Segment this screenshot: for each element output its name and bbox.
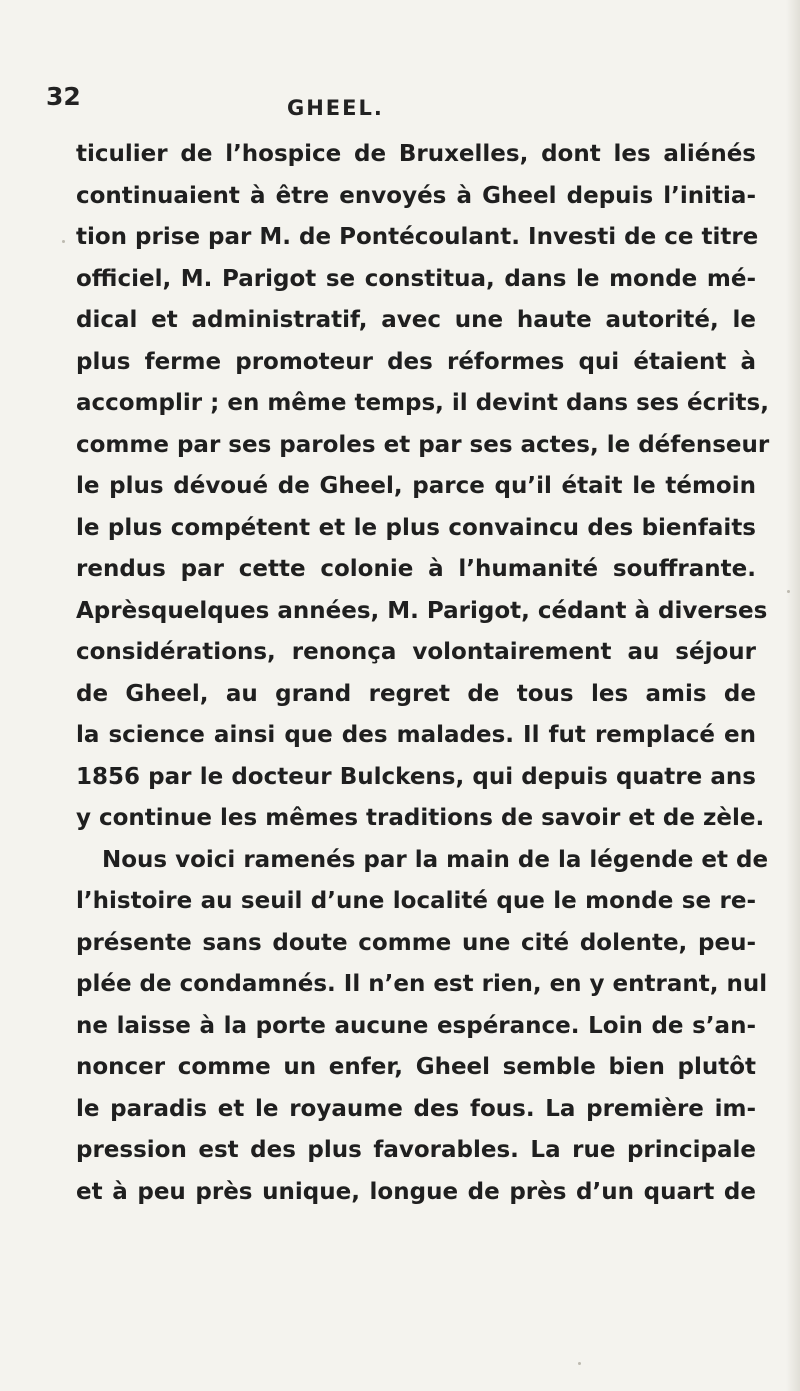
text-line: Aprèsquelques années, M. Parigot, cédant à diverses bbox=[76, 597, 768, 624]
text-line: noncer comme un enfer, Gheel semble bien plutôt bbox=[76, 1054, 756, 1080]
text-line: l’histoire au seuil d’une localité que le monde se re- bbox=[76, 888, 756, 914]
text-line: Nous voici ramenés par la main de la légende et de bbox=[102, 846, 769, 873]
text-line: présente sans doute comme une cité dolente, peu- bbox=[76, 929, 756, 956]
paper-speck bbox=[578, 1362, 581, 1365]
text-line: accomplir ; en même temps, il devint dans ses écrits, bbox=[76, 390, 769, 416]
body-text bbox=[76, 134, 770, 1213]
text-line: continuaient à être envoyés à Gheel depuis l’initia- bbox=[76, 182, 756, 209]
text-line: pression est des plus favorables. La rue principale bbox=[76, 1137, 756, 1163]
text-line: considérations, renonça volontairement au séjour bbox=[76, 639, 756, 665]
page-edge-shadow bbox=[786, 0, 800, 1391]
text-line: de Gheel, au grand regret de tous les amis de bbox=[76, 680, 756, 707]
text-line: le plus compétent et le plus convaincu des bienfaits bbox=[76, 514, 756, 541]
text-line: dical et administratif, avec une haute autorité, le bbox=[76, 307, 756, 333]
text-line: plée de condamnés. Il n’en est rien, en y entrant, nul bbox=[76, 971, 768, 997]
text-line: ticulier de l’hospice de Bruxelles, dont les aliénés bbox=[76, 141, 756, 167]
paper-speck bbox=[787, 590, 790, 593]
text-line: plus ferme promoteur des réformes qui étaient à bbox=[76, 348, 756, 375]
page-number: 32 bbox=[46, 82, 81, 111]
paper-speck bbox=[62, 240, 65, 243]
text-line: comme par ses paroles et par ses actes, le défenseur bbox=[76, 431, 770, 458]
running-title: GHEEL. bbox=[287, 96, 384, 120]
text-line: tion prise par M. de Pontécoulant. Investi de ce titre bbox=[76, 224, 759, 250]
text-line: y continue les mêmes traditions de savoir et de zèle. bbox=[76, 805, 765, 831]
text-line: le plus dévoué de Gheel, parce qu’il était le témoin bbox=[76, 473, 756, 499]
text-line: le paradis et le royaume des fous. La première im- bbox=[76, 1095, 756, 1122]
text-line: la science ainsi que des malades. Il fut remplacé en bbox=[76, 722, 756, 748]
text-line: 1856 par le docteur Bulckens, qui depuis quatre ans bbox=[76, 763, 756, 790]
text-line: ne laisse à la porte aucune espérance. Loin de s’an- bbox=[76, 1012, 756, 1039]
text-line: rendus par cette colonie à l’humanité souffrante. bbox=[76, 556, 756, 582]
text-line: officiel, M. Parigot se constitua, dans le monde mé- bbox=[76, 265, 756, 292]
text-line: et à peu près unique, longue de près d’un quart de bbox=[76, 1178, 756, 1205]
